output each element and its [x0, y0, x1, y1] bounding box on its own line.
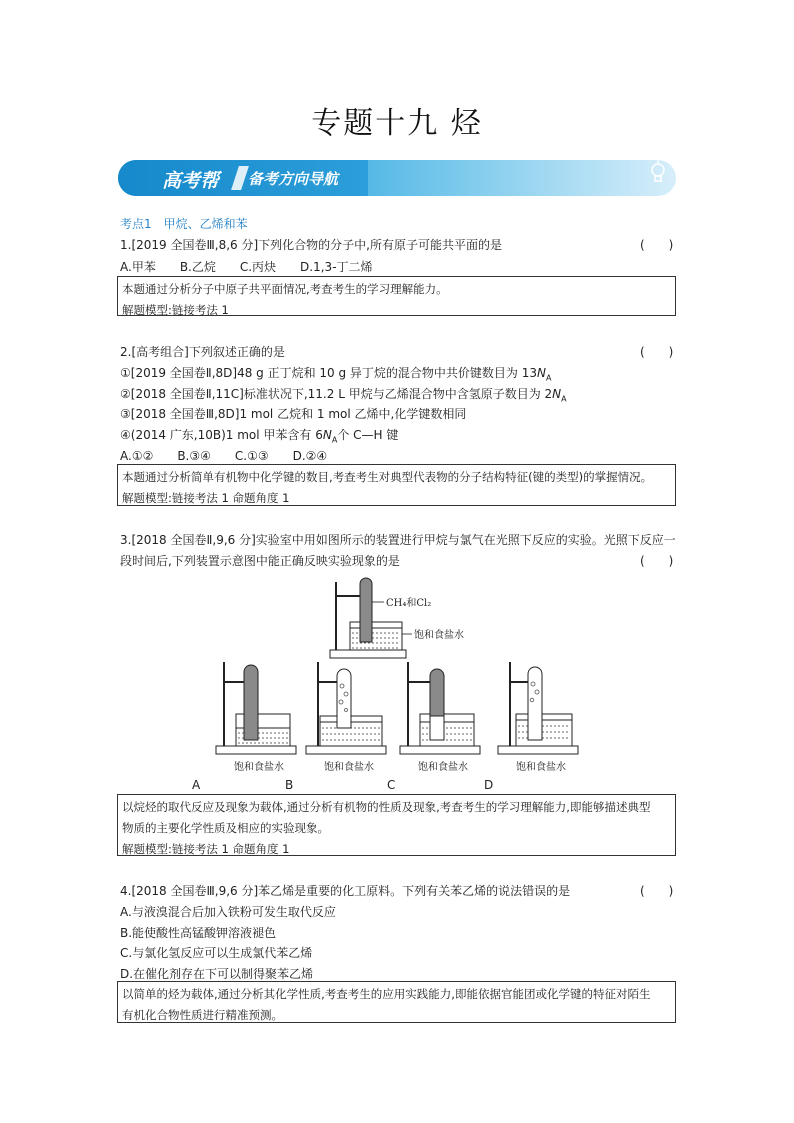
- page-title: 专题十九 烃: [311, 106, 483, 141]
- apparatus-option-a: [214, 656, 300, 776]
- q2-s1-text: ①[2019 全国卷Ⅱ,8D]48 g 正丁烷和 10 g 异丁烷的混合物中共价键数目为 13: [120, 366, 538, 380]
- avogadro-symbol: N: [322, 428, 332, 442]
- q2-statement-1: [120, 364, 551, 382]
- option-d-brine-label: 饱和食盐水: [516, 762, 566, 773]
- q3-model: 解题模型:链接考法 1 命题角度 1: [122, 842, 290, 856]
- q2-analysis: 本题通过分析简单有机物中化学键的数目,考查考生对典型代表物的分子结构特征(键的类型)的掌握情况。: [122, 470, 653, 484]
- banner-label: 高考帮: [162, 170, 220, 192]
- q1-analysis: 本题通过分析分子中原子共平面情况,考查考生的学习理解能力。: [122, 282, 448, 296]
- option-letter-a: A: [192, 778, 201, 792]
- q4-answer-blank: ( ): [640, 884, 674, 898]
- apparatus-option-d: [496, 656, 582, 776]
- option-a-brine-label: 饱和食盐水: [234, 762, 284, 773]
- q4-option-a: A.与液溴混合后加入铁粉可发生取代反应: [120, 905, 336, 919]
- apparatus-option-c: [398, 656, 484, 776]
- q2-options: A.①② B.③④ C.①③ D.②④: [120, 449, 328, 463]
- apparatus-option-b: [304, 656, 390, 776]
- q1-stem: 1.[2019 全国卷Ⅲ,8,6 分]下列化合物的分子中,所有原子可能共平面的是: [120, 238, 502, 252]
- section-banner: [118, 160, 721, 196]
- option-b-brine-label: 饱和食盐水: [324, 762, 374, 773]
- q1-model: 解题模型:链接考法 1: [122, 303, 229, 317]
- q2-statement-4: [120, 426, 398, 444]
- q3-stem-line2: 段时间后,下列装置示意图中能正确反映实验现象的是: [120, 554, 400, 568]
- q4-analysis-line1: 以简单的烃为载体,通过分析其化学性质,考查考生的应用实践能力,即能依据官能团或化学键的特征对陌生: [122, 987, 651, 1001]
- q2-model: 解题模型:链接考法 1 命题角度 1: [122, 491, 290, 505]
- q2-answer-blank: ( ): [640, 345, 674, 359]
- q2-s4-tail: 个 C—H 键: [337, 428, 399, 442]
- avogadro-subscript: A: [331, 435, 338, 445]
- banner-subtitle: 备考方向导航: [248, 170, 339, 188]
- q1-options: A.甲苯 B.乙烷 C.丙炔 D.1,3-丁二烯: [120, 260, 373, 274]
- q4-option-d: D.在催化剂存在下可以制得聚苯乙烯: [120, 967, 314, 981]
- apparatus-main-figure: [328, 572, 528, 664]
- q4-analysis-line2: 有机化合物性质进行精准预测。: [122, 1008, 283, 1022]
- q1-analysis-box: [117, 276, 676, 316]
- q3-stem-line1: 3.[2018 全国卷Ⅱ,9,6 分]实验室中用如图所示的装置进行甲烷与氯气在光照下反应的实验。光照下反应一: [120, 533, 676, 547]
- option-c-brine-label: 饱和食盐水: [418, 762, 468, 773]
- lightbulb-icon: [648, 157, 668, 185]
- option-letter-c: C: [387, 778, 396, 792]
- avogadro-symbol: N: [552, 387, 562, 401]
- q4-option-c: C.与氯化氢反应可以生成氯代苯乙烯: [120, 946, 313, 960]
- q2-s4-text: ④(2014 广东,10B)1 mol 甲苯含有 6: [120, 428, 323, 442]
- q2-analysis-box: [117, 464, 676, 506]
- avogadro-symbol: N: [537, 366, 546, 380]
- avogadro-subscript: A: [561, 394, 567, 404]
- q4-option-b: B.能使酸性高锰酸钾溶液褪色: [120, 926, 277, 940]
- answer-page-ref: 答案 » P: [686, 184, 721, 194]
- option-letter-d: D: [484, 778, 494, 792]
- q3-analysis-box: [117, 794, 676, 856]
- section-heading: 考点1 甲烷、乙烯和苯: [120, 217, 248, 231]
- option-letter-b: B: [285, 778, 294, 792]
- q2-statement-3: ③[2018 全国卷Ⅲ,8D]1 mol 乙烷和 1 mol 乙烯中,化学键数相同: [120, 407, 467, 421]
- q3-answer-blank: ( ): [640, 554, 674, 568]
- q2-statement-2: [120, 385, 567, 403]
- q2-s2-text: ②[2018 全国卷Ⅱ,11C]标准状况下,11.2 L 甲烷与乙烯混合物中含氢原子数目为 2: [120, 387, 553, 401]
- avogadro-subscript: A: [546, 373, 552, 383]
- q4-stem: 4.[2018 全国卷Ⅲ,9,6 分]苯乙烯是重要的化工原料。下列有关苯乙烯的说法错误的是: [120, 884, 571, 898]
- q3-analysis-line1: 以烷烃的取代反应及现象为载体,通过分析有机物的性质及现象,考查考生的学习理解能力,即能够描述典型: [122, 800, 651, 814]
- brine-label: 饱和食盐水: [414, 630, 464, 641]
- q1-answer-blank: ( ): [640, 238, 674, 252]
- q3-analysis-line2: 物质的主要化学性质及相应的实验现象。: [122, 821, 329, 835]
- q4-analysis-box: [117, 981, 676, 1023]
- gas-label: CH₄和Cl₂: [386, 598, 432, 609]
- q2-stem: 2.[高考组合]下列叙述正确的是: [120, 345, 285, 359]
